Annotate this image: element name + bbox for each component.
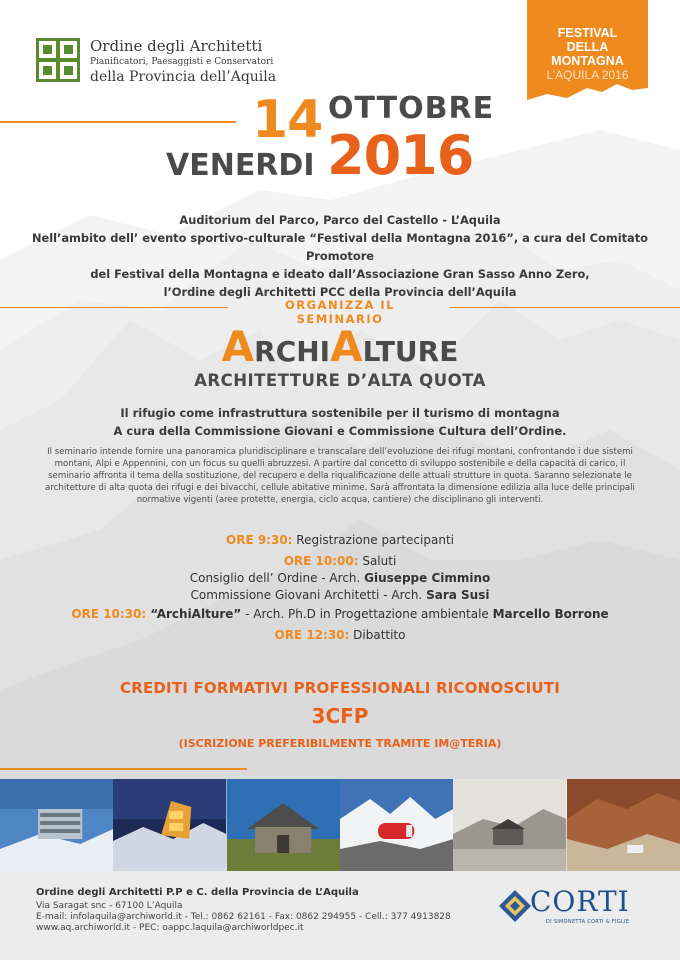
description-line: Il seminario intende fornire una panoramica pluridisciplinare e transcalare dell’evoluzione dei rifugi montani, confrontando i due sistemi xyxy=(47,447,633,457)
footer-contacts: E-mail: infolaquila@archiworld.it - Tel.: 0862 62161 - Fax: 0862 294955 - Cell.: 377 4913828 xyxy=(36,912,451,922)
corti-brand-sub: DI SIMONETTA CORTI & FIGLIE xyxy=(546,919,630,925)
program-time: ORE 10:00: xyxy=(283,554,359,568)
date-month: OTTOBRE xyxy=(328,91,495,126)
footer-web: www.aq.archiworld.it - PEC: oappc.laquila@archiworldpec.it xyxy=(36,923,304,933)
organizza-text: ORGANIZZA IL SEMINARIO xyxy=(284,298,396,326)
org-subtitle: Pianificatori, Paesaggisti e Conservatori xyxy=(90,57,274,67)
section-divider xyxy=(0,768,247,770)
footer xyxy=(0,871,680,960)
program-desc: Dibattito xyxy=(349,628,406,642)
intro-line: del Festival della Montagna e ideato dall’Associazione Gran Sasso Anno Zero, xyxy=(90,267,590,281)
intro-line: Nell’ambito dell’ evento sportivo-culturale “Festival della Montagna 2016”, a cura del Comitato Promotore xyxy=(31,231,649,263)
photo-modern-refuge xyxy=(0,779,113,871)
tagline-line: Il rifugio come infrastruttura sostenibile per il turismo di montagna xyxy=(120,406,560,420)
talk-title: “ArchiAlture” xyxy=(146,607,242,621)
festival-line-4: L’AQUILA 2016 xyxy=(546,68,629,82)
intro-text xyxy=(0,211,680,301)
divider-right xyxy=(450,307,680,308)
org-name: Ordine degli Architetti xyxy=(90,37,263,55)
program-sub-item xyxy=(0,569,680,587)
seminar-subtitle: ARCHITETTURE D’ALTA QUOTA xyxy=(194,371,486,390)
program-time: ORE 12:30: xyxy=(274,628,350,642)
program-item xyxy=(0,552,680,570)
photo-historic-refuge xyxy=(453,779,566,871)
photo-lit-bivouac xyxy=(113,779,226,871)
photo-autumn-mountain xyxy=(567,779,680,871)
divider-left xyxy=(0,307,228,308)
date-weekday: VENERDI xyxy=(166,148,315,183)
footer-address: Via Saragat snc - 67100 L’Aquila xyxy=(36,901,183,911)
description-line: normative vigenti (aree protette, energia, ciclo acqua, cantiere) che disciplinano gli interventi. xyxy=(136,495,544,505)
description-line: architetture di alta quota dei rifugi e dei bivacchi, cellule abitative minime. Sarà affrontata la dimensione edilizia alla luce delle principali xyxy=(45,483,635,493)
festival-line-2: DELLA xyxy=(566,40,609,54)
corti-brand-name: CORTI xyxy=(530,885,630,918)
intro-line: Auditorium del Parco, Parco del Castello - L’Aquila xyxy=(179,213,501,227)
photo-strip xyxy=(0,779,680,871)
ordine-architetti-logo xyxy=(36,38,80,82)
program-item xyxy=(0,531,680,549)
tagline-line: A cura della Commissione Giovani e Commissione Cultura dell’Ordine. xyxy=(113,424,567,438)
program-sub-item xyxy=(0,586,680,604)
tagline xyxy=(0,404,680,440)
credits-heading: CREDITI FORMATIVI PROFESSIONALI RICONOSCIUTI xyxy=(120,679,560,697)
program-desc: Commissione Giovani Architetti - Arch. xyxy=(190,588,427,602)
speaker-name: Marcello Borrone xyxy=(492,607,609,621)
program-time: ORE 9:30: xyxy=(226,533,293,547)
program-desc: Consiglio dell’ Ordine - Arch. xyxy=(189,571,365,585)
description-line: montani, Alpi e Appennini, con un focus su quelli abruzzesi. A partire dal concetto di sviluppo sostenibile e della capacità di carico, il xyxy=(54,459,626,469)
intro-line: l’Ordine degli Architetti PCC della Provincia dell’Aquila xyxy=(163,285,517,299)
date-year: 2016 xyxy=(327,124,474,187)
footer-org-name: Ordine degli Architetti P.P e C. della Provincia de L’Aquila xyxy=(36,887,359,898)
festival-line-3: MONTAGNA xyxy=(551,54,624,68)
seminar-title xyxy=(0,322,680,371)
festival-mountain-icon xyxy=(527,80,648,100)
org-header xyxy=(90,38,276,85)
credits-count: 3CFP xyxy=(311,704,369,728)
photo-red-bivouac xyxy=(340,779,453,871)
title-part: LTURE xyxy=(362,335,459,368)
title-letter-a: A xyxy=(330,322,363,371)
program-desc: Registrazione partecipanti xyxy=(292,533,454,547)
program-time: ORE 10:30: xyxy=(71,607,147,621)
program-desc: - Arch. Ph.D in Progettazione ambientale xyxy=(241,607,493,621)
title-letter-a: A xyxy=(221,322,255,371)
festival-badge xyxy=(527,0,648,100)
registration-note: (ISCRIZIONE PREFERIBILMENTE TRAMITE IM@TERIA) xyxy=(178,737,502,750)
seminar-description xyxy=(36,446,644,506)
festival-line-1: FESTIVAL xyxy=(557,26,618,40)
title-part: RCHI xyxy=(254,335,331,368)
date-divider xyxy=(0,121,236,123)
speaker-name: Sara Susi xyxy=(426,588,490,602)
program-item xyxy=(0,605,680,623)
speaker-name: Giuseppe Cimmino xyxy=(364,571,491,585)
program-item xyxy=(0,626,680,644)
program-desc: Saluti xyxy=(358,554,397,568)
date-day-number: 14 xyxy=(252,90,323,150)
org-province: della Provincia dell’Aquila xyxy=(90,69,277,85)
description-line: seminario affronta il tema della sostituzione, del recupero e della riqualificazione delle attuali strutture in quota. Saranno selezionate le xyxy=(48,471,632,481)
photo-stone-hut xyxy=(227,779,340,871)
